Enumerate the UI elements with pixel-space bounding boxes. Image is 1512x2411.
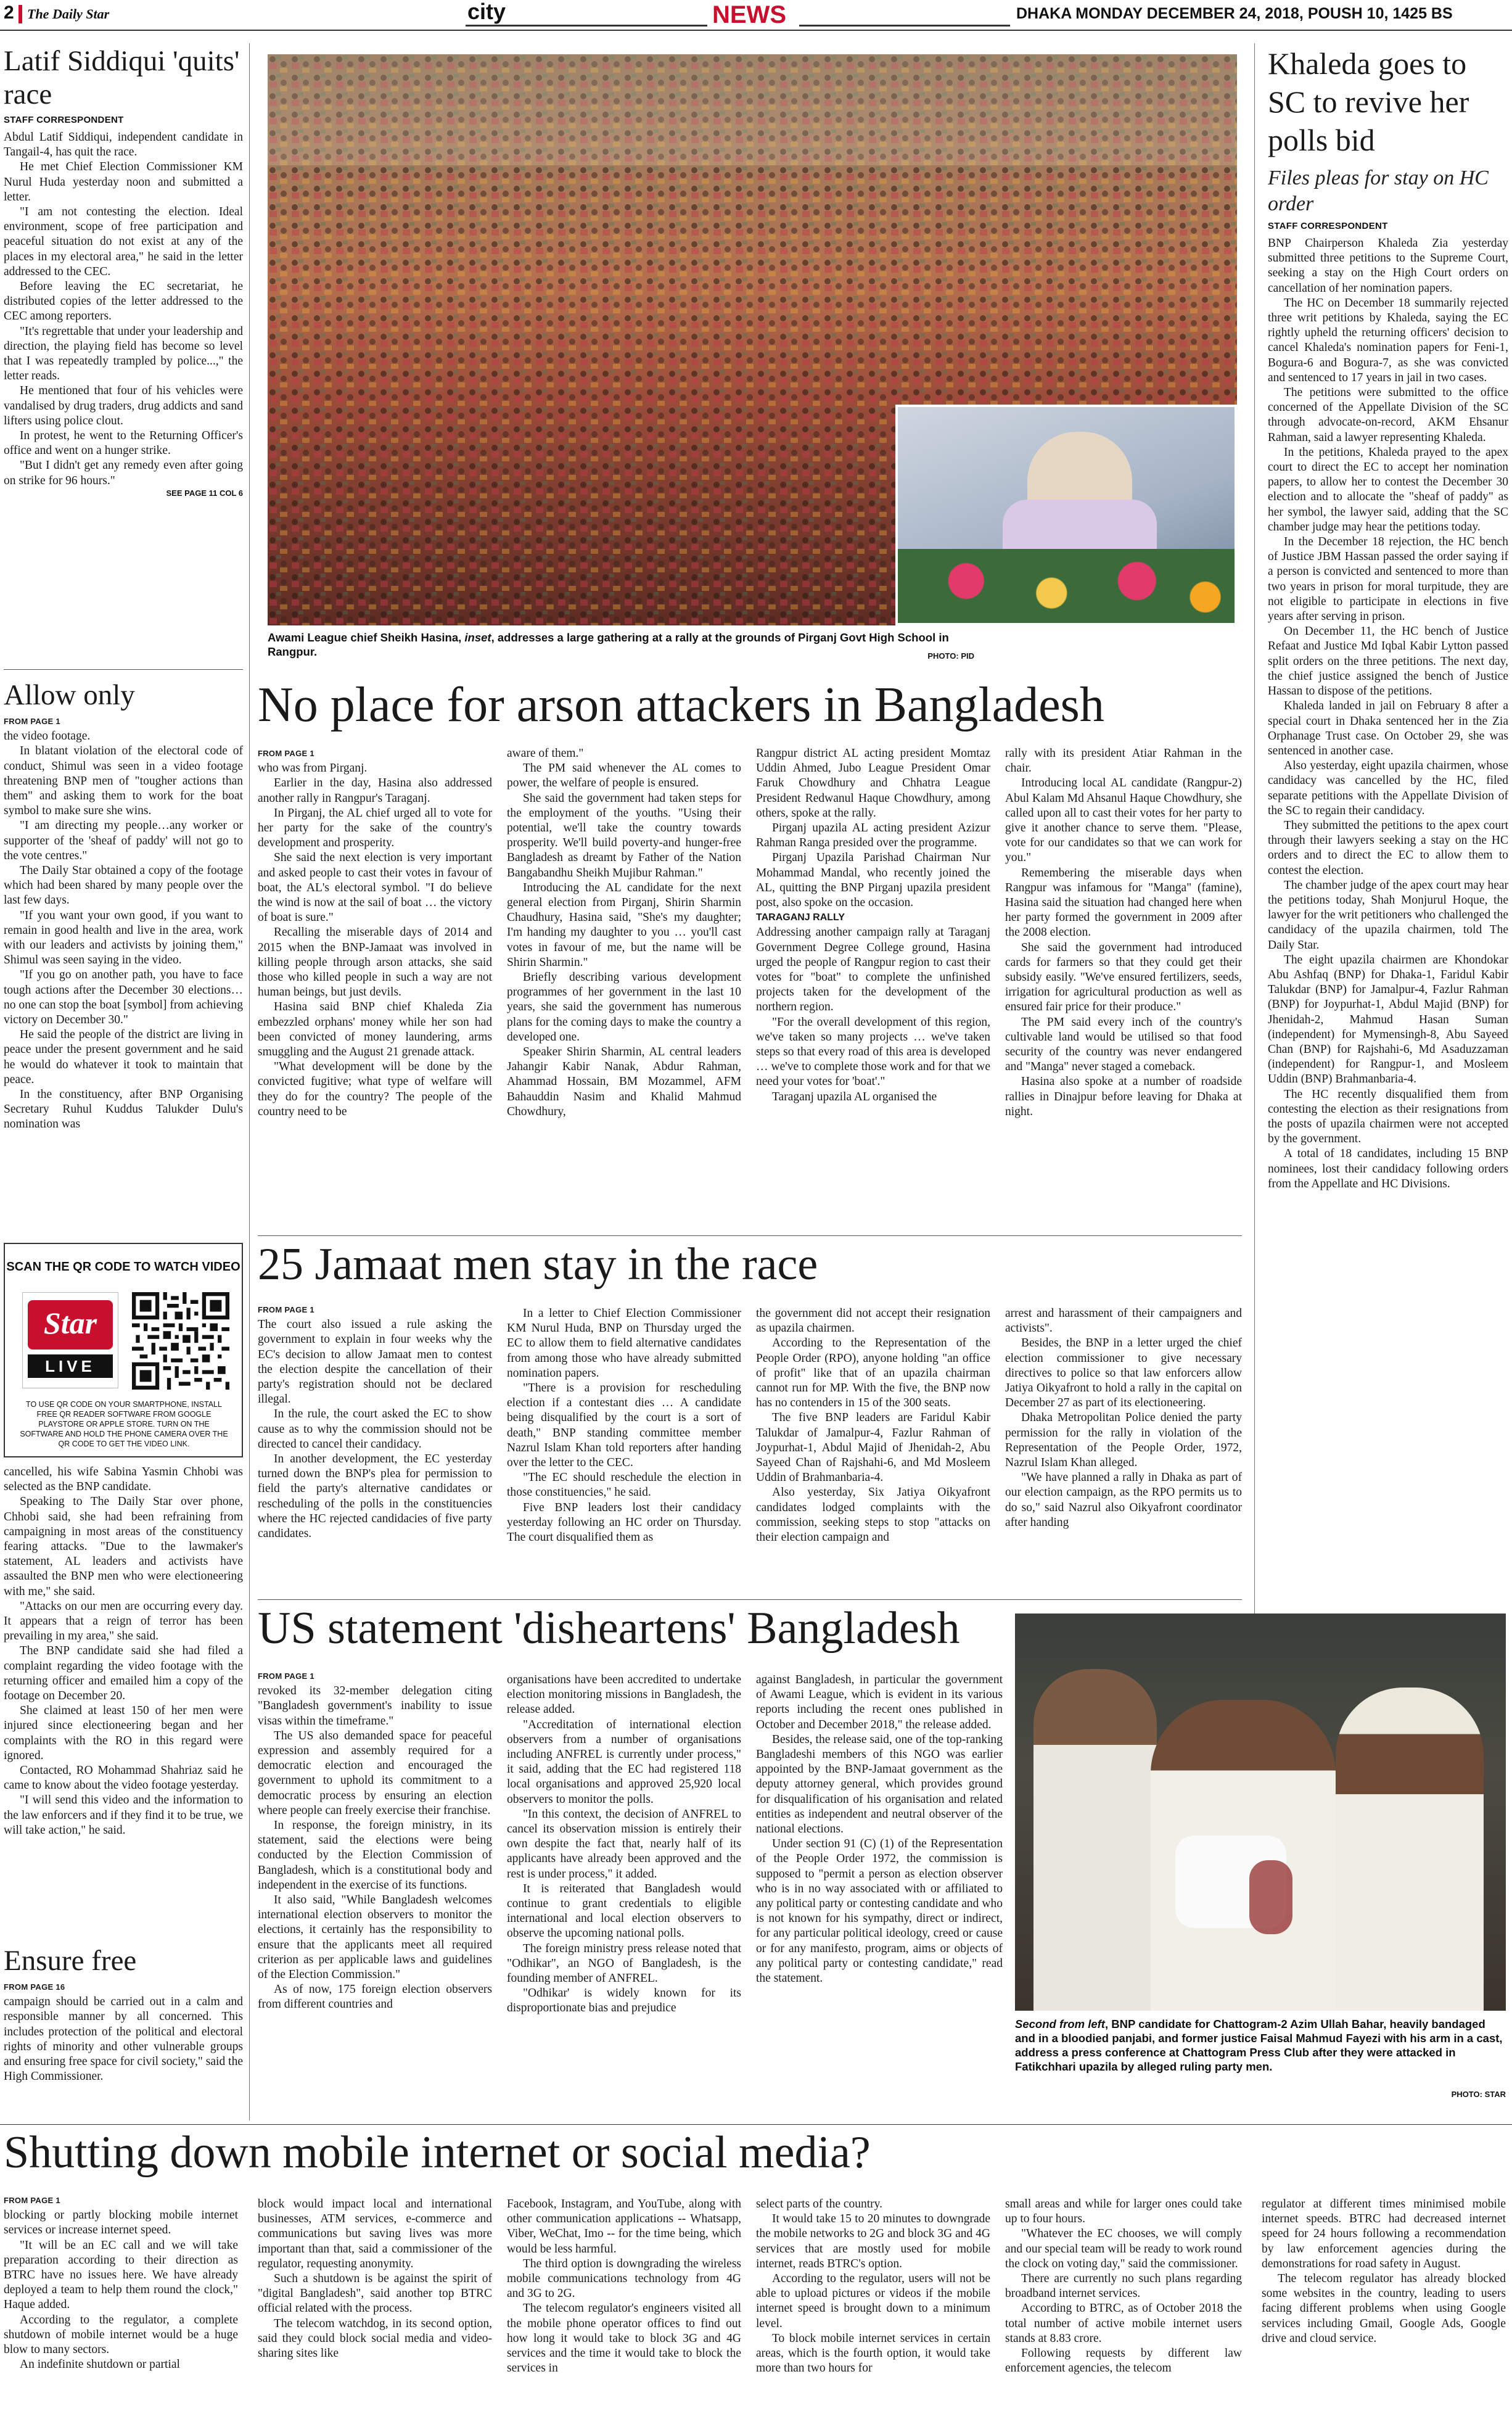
khaleda-headline: Khaleda goes to SC to revive her polls bid — [1268, 46, 1469, 157]
us-col-1 — [258, 1669, 492, 2013]
paragraph: select parts of the country. — [756, 2198, 883, 2211]
paragraph: Pirganj upazila AL acting president Azizur Rahman Ranga presided over the programme. — [756, 822, 990, 850]
paragraph: Such a shutdown is be against the spirit of "digital Bangladesh", said another top BTRC official related with the process. — [258, 2272, 492, 2315]
section-label: city — [467, 0, 506, 24]
arson-col-4 — [1005, 746, 1242, 1119]
star-logo-text: Star — [43, 1306, 97, 1340]
jamaat-col-4 — [1005, 1306, 1242, 1530]
ensure-body — [4, 1980, 243, 2084]
paragraph: the government did not accept their resignation as upazila chairmen. — [756, 1307, 990, 1335]
from-page: FROM PAGE 1 — [258, 749, 314, 758]
page-number: 2 — [4, 2, 14, 23]
divider — [258, 1235, 1242, 1236]
paragraph: A total of 18 candidates, including 15 BNP nominees, lost their candidacy following orders from the Appellate and HC Divisions. — [1268, 1147, 1508, 1190]
paragraph: Hasina also spoke at a number of roadside rallies in Dinajpur before leaving for Dhaka at night. — [1005, 1075, 1242, 1118]
khaleda-body — [1268, 236, 1508, 1192]
latif-continued: SEE PAGE 11 COL 6 — [166, 488, 243, 498]
live-logo-box — [28, 1354, 113, 1378]
arson-col-1 — [258, 746, 492, 1119]
hasina-inset-photo — [895, 405, 1237, 625]
paragraph: To block mobile internet services in certain areas, which is the fourth option, it would take more than two hours for — [756, 2331, 990, 2375]
paragraph: Introducing the AL candidate for the next general election from Pirganj, Shirin Sharmin Chaudhury, Hasina said, "She's my daughter; I'm handing my daughter to you … you'll cast votes in favour of me, but the name will be Shirin Sharmin." — [507, 881, 741, 969]
jamaat-col-1 — [258, 1303, 492, 1541]
paragraph: Briefly describing various development programmes of her government in the last 10 years, she said the government has numerous plans for the coming days to make the country a developed one. — [507, 971, 741, 1044]
man-left — [1033, 1669, 1157, 2011]
dateline: DHAKA MONDAY DECEMBER 24, 2018, POUSH 10, 1425 BS — [1016, 5, 1453, 22]
divider — [4, 669, 243, 670]
paragraph: As of now, 175 foreign election observers from different countries and — [258, 1983, 492, 2011]
paragraph: She said the next election is very important and asked people to cast their votes in favour of boat, the AL's electoral symbol. "I do believe the wind is now at the sail of boat … the victory of boat is sure." — [258, 851, 492, 925]
paragraph: Introducing local AL candidate (Rangpur-2) Abul Kalam Md Ahsanul Haque Chowdhury, she called upon all to cast their votes for her party to give it another chance to serve them. "Please, vote for our candidates so that we can work for you." — [1005, 777, 1242, 865]
paragraph: cancelled, his wife Sabina Yasmin Chhobi was selected as the BNP candidate. — [4, 1465, 243, 1494]
star-live-logo — [22, 1292, 118, 1388]
paragraph: The five BNP leaders are Faridul Kabir Talukdar of Jamalpur-4, Fazlur Rahman of Joypurhat-1, Abdul Majid of Jhenidah-2, Abu Sayeed Chan of Rajshahi-6, and Md Mosleem Uddin of Brahmanbaria-4. — [756, 1411, 990, 1485]
paragraph: In response, the foreign ministry, in its statement, said the elections were being conducted by the Election Commission of Bangladesh, which is a constitutional body and independent in the exercise of its functions. — [258, 1819, 492, 1892]
paragraph: Pirganj Upazila Parishad Chairman Nur Mohammad Mandal, who recently joined the AL, quitting the BNP Pirganj upazila president post, also spoke on the occasion. — [756, 851, 990, 910]
paragraph: "It's regrettable that under your leadership and direction, the playing field has become so level that I was repeatedly trampled by police...," the letter reads. — [4, 324, 243, 383]
shutdown-col-5 — [1005, 2197, 1242, 2376]
from-page: FROM PAGE 1 — [4, 2196, 60, 2205]
jamaat-headline: 25 Jamaat men stay in the race — [258, 1239, 818, 1290]
paragraph: rally with its president Atiar Rahman in the chair. — [1005, 747, 1242, 775]
paragraph: It also said, "While Bangladesh welcomes international election observers to monitor the elections, it certainly has the responsibility to ensure that the applicants meet all required criterion as per applicable laws and guidelines of the Election Commission." — [258, 1894, 492, 1982]
paragraph: "If you want your own good, if you want to remain in good health and live in the area, work with our leaders and activists by joining them," Shimul was seen saying in the video. — [4, 909, 243, 967]
paragraph: On December 11, the HC bench of Justice Refaat and Justice Md Iqbal Kabir Lytton passed split orders on the three petitions. The next day, the chief justice assigned the bench of Justice Hassan to dispose of the petitions. — [1268, 625, 1508, 698]
paragraph: Hasina said BNP chief Khaleda Zia embezzled orphans' money while her son had been convicted of money laundering, arms smuggling and the August 21 grenade attack. — [258, 1000, 492, 1059]
paragraph: "For the overall development of this region, we've taken so many projects … we've taken steps so that every road of this area is developed … we've to complete those work and for that we need your votes for 'boat'." — [756, 1015, 990, 1089]
divider — [258, 1599, 1242, 1600]
news-kicker: NEWS — [712, 1, 786, 28]
paragraph: Following requests by different law enforcement agencies, the telecom — [1005, 2347, 1242, 2375]
paragraph: The telecom watchdog, in its second option, said they could block social media and video-sharing sites like — [258, 2317, 492, 2360]
paragraph: In a letter to Chief Election Commissioner KM Nurul Huda, BNP on Thursday urged the EC to allow them to field alternative candidates from among those who have already submitted nomination papers. — [507, 1307, 741, 1380]
paragraph: She claimed at least 150 of her men were injured since electioneering began and her complaints with the RO in this regard were ignored. — [4, 1704, 243, 1762]
paragraph: They submitted the petitions to the apex court through their lawyers seeking a stay on the HC orders and to direct the EC to allow them to contest the election. — [1268, 818, 1508, 877]
section-rule-left — [466, 25, 707, 27]
paragraph: "It will be an EC call and we will take preparation according to their direction as BTRC have no issues here. We have already deployed a team to help them round the clock," Haque added. — [4, 2238, 238, 2312]
paragraph: In another development, the EC yesterday turned down the BNP's plea for permission to field the party's alternative candidates or rescheduling of the polls in the constituencies where the HC rejected candidacies of five party candidates. — [258, 1453, 492, 1541]
paragraph: Remembering the miserable days when Rangpur was infamous for "Manga" (famine), Hasina said the situation had changed here when her party formed the government in 2009 after the 2008 election. — [1005, 866, 1242, 939]
us-headline: US statement 'disheartens' Bangladesh — [258, 1603, 960, 1654]
paragraph: Also yesterday, eight upazila chairmen, whose candidacy was cancelled by the HC, filed separate petitions with the Appellate Division of the SC to regain their candidacy. — [1268, 759, 1508, 817]
from-page: FROM PAGE 1 — [4, 717, 60, 726]
paragraph: It is reiterated that Bangladesh would continue to grant credentials to eligible international and local election observers to observe the upcoming national polls. — [507, 1882, 741, 1940]
ensure-headline: Ensure free — [4, 1945, 137, 1977]
blood-stain — [1249, 1860, 1292, 1934]
paragraph: "Odhikar' is widely known for its disproportionate bias and prejudice — [507, 1987, 741, 2015]
caption-text: Awami League chief Sheikh Hasina, — [268, 631, 465, 644]
column-divider — [249, 43, 250, 2120]
paragraph: Addressing another campaign rally at Taraganj Government Degree College ground, Hasina urged the people of Rangpur region to cast their votes for "boat" to complete the unfinished projects taken for the development of the northern region. — [756, 926, 990, 1014]
shutdown-headline: Shutting down mobile internet or social media? — [4, 2127, 871, 2178]
paragraph: The eight upazila chairmen are Khondokar Abu Ashfaq (BNP) for Dhaka-1, Faridul Kabir Talukdar (BNP) for Jamalpur-4, Fazlur Rahman (BNP) for Joypurhat-1, Abdul Majid (BNP) for Jhenidah-2, Mahmud Hasan Suman (independent) for Mymensingh-8, Abu Sayeed Chan (BNP) for Rajshahi-6, Md Asaduzzaman (independent) for Rangpur-1, and Mosleem Uddin (BNP) Brahmanbaria-4. — [1268, 953, 1508, 1086]
paper-name: The Daily Star — [27, 6, 110, 22]
paragraph: He said the people of the district are living in peace under the present government and he said he would do whatever it took to maintain that peace. — [4, 1028, 243, 1086]
paragraph: "If you go on another path, you have to face tough actions after the December 30 elections… no one can stop the boat [symbol] from achieving victory on December 30." — [4, 968, 243, 1027]
shutdown-col-2 — [258, 2197, 492, 2361]
paragraph: Contacted, RO Mohammad Shahriaz said he came to know about the video footage yesterday. — [4, 1764, 243, 1792]
caption-text-rest: , addresses a large gathering at a rally at the grounds of Pirganj Govt High School in Rangpur. — [268, 631, 949, 658]
paragraph: Facebook, Instagram, and YouTube, along with other communication applications -- Whatsapp, Viber, WeChat, Imo -- for the time being, which would be less harmful. — [507, 2198, 741, 2256]
paragraph: In the petitions, Khaleda prayed to the apex court to direct the EC to accept her nomination papers, to allow her to contest the December 30 election and to allocate the "sheaf of paddy" as her symbol, the lawyer said, adding that the SC chamber judge may hear the petitions today. — [1268, 445, 1508, 534]
paragraph: Also yesterday, Six Jatiya Oikyafront candidates lodged complaints with the commission, seeking steps to stop "attacks on their election campaign and — [756, 1486, 990, 1544]
qr-box — [4, 1243, 243, 1457]
paragraph: "Accreditation of international election observers from a number of organisations including ANFREL is currently under process," it said, adding that the EC had registered 118 local organisations and approved 25,920 local observers to monitor the polls. — [507, 1718, 741, 1806]
arson-col-3 — [756, 746, 990, 1105]
paragraph: The PM said every inch of the country's cultivable land would be utilised so that food security of the country was never endangered and "Manga" never staged a comeback. — [1005, 1015, 1242, 1074]
paragraph: revoked its 32-member delegation citing "Bangladesh government's inability to issue visas within the timeframe." — [258, 1684, 492, 1728]
paragraph: "Whatever the EC chooses, we will comply and our special team will be ready to work round the clock on voting day," said the commissioner. — [1005, 2227, 1242, 2270]
qr-title: SCAN THE QR CODE TO WATCH VIDEO — [6, 1260, 240, 1274]
paragraph: There are currently no such plans regarding broadband internet services. — [1005, 2272, 1242, 2301]
shutdown-col-3 — [507, 2197, 741, 2376]
paragraph: regulator at different times minimised mobile internet speeds. BTRC had decreased internet speed for 24 hours following a recommendation by law enforcement agencies during the demonstrations for road safety in August. — [1262, 2198, 1506, 2270]
live-logo-text: LIVE — [45, 1357, 96, 1375]
paragraph: According to BTRC, as of October 2018 the total number of active mobile internet users stands at 8.83 crore. — [1005, 2302, 1242, 2345]
paragraph: block would impact local and international businesses, ATM services, e-commerce and communications but saving lives was more important than that, said a commissioner of the regulator, requesting anonymity. — [258, 2198, 492, 2270]
paragraph: The foreign ministry press release noted that "Odhikar", an NGO of Bangladesh, is the founding member of ANFREL. — [507, 1942, 741, 1985]
allow-headline: Allow only — [4, 679, 135, 711]
paragraph: blocking or partly blocking mobile internet services or increase internet speed. — [4, 2209, 238, 2237]
masthead — [0, 0, 1512, 31]
allow-body-top — [4, 714, 243, 1132]
paragraph: He met Chief Election Commissioner KM Nurul Huda yesterday noon and submitted a letter. — [4, 160, 243, 204]
paragraph: the video footage. — [4, 730, 91, 743]
section-rule-right — [799, 25, 1010, 27]
paragraph: "But I didn't get any remedy even after going on strike for 96 hours." — [4, 459, 243, 487]
paragraph: Abdul Latif Siddiqui, independent candidate in Tangail-4, has quit the race. — [4, 131, 243, 159]
paragraph: In the December 18 rejection, the HC bench of Justice JBM Hassan passed the order saying if a person is convicted and sentenced to more than two years in prison for moral turpitude, they are not eligible to participate in elections in five years after serving in prison. — [1268, 535, 1508, 624]
paragraph: She said the government had introduced cards for farmers so that they could get their subsidy easily. "We've ensured fertilizers, seeds, irrigation for agricultural production as well as ensured fair price for their produce." — [1005, 941, 1242, 1014]
paragraph: Besides, the release said, one of the top-ranking Bangladeshi members of this NGO was earlier appointed by the BNP-Jamaat government as the deputy attorney general, which provides ground for disqualification of his organisation and related entities as independent and neutral observer of the national elections. — [756, 1733, 1003, 1836]
paragraph: "There is a provision for rescheduling election if a contestant dies … A candidate being disqualified by the court is a sort of death," BNP standing committee member Nazrul Islam Khan told reporters after handing over the letter to the CEC. — [507, 1382, 741, 1470]
paragraph: Taraganj upazila AL organised the — [772, 1090, 937, 1103]
latif-story — [4, 44, 243, 498]
paragraph: In protest, he went to the Returning Officer's office and went on a hunger strike. — [4, 429, 243, 458]
paragraph: Under section 91 (C) (1) of the Representation of the People Order 1972, the commission is supposed to "permit a person as election observer who is in no way associated with or affiliated to any political party or contesting candidate and who is not known for his sympathy, direct or indirect, for any particular political ideology, creed or cause or for any manifesto, program, aims or objects of any political party or contesting candidate," read the statement. — [756, 1837, 1003, 1985]
caption-lead: Second from left — [1015, 2017, 1105, 2030]
paragraph: against Bangladesh, in particular the government of Awami League, which is evident in its various reports including the recent ones published in October and December 2018," the release added. — [756, 1673, 1003, 1731]
paragraph: The telecom regulator has already blocked some websites in the country, leading to users facing different problems when using Google services including Gmail, Google Ads, Google drive and cloud service. — [1262, 2272, 1506, 2345]
rally-photo — [268, 54, 1237, 625]
paragraph: The HC on December 18 summarily rejected three writ petitions by Khaleda, saying the EC rightly upheld the returning officers' decision to cancel Khaleda's nomination papers for Feni-1, Bogura-6 and Bogura-7, as she was convicted and sentenced to 17 years in jail in two cases. — [1268, 296, 1508, 384]
paragraph: Dhaka Metropolitan Police denied the party permission for the rally in violation of the Representation of the People Order, 1972, Nazrul Islam Khan alleged. — [1005, 1411, 1242, 1470]
khaleda-byline: STAFF CORRESPONDENT — [1268, 221, 1388, 231]
paragraph: According to the regulator, a complete shutdown of mobile internet would be a huge blow to many sectors. — [4, 2313, 238, 2357]
paragraph: "I will send this video and the information to the law enforcers and if they find it to be true, we will take action," he said. — [4, 1794, 243, 1837]
paragraph: "We have planned a rally in Dhaka as part of our election campaign, as the RPO permits us to do so," said Nazrul also Oikyafront coordinator after handing — [1005, 1471, 1242, 1529]
paragraph: She said the government had taken steps for the employment of the youths. "Using their potential, we'll take the country towards prosperity. We'll build poverty-and hunger-free Bangladesh as dreamt by Father of the Nation Bangabandhu Sheikh Mujibur Rahman." — [507, 791, 741, 880]
paragraph: Khaleda landed in jail on February 8 after a special court in Dhaka sentenced her in the Zia Orphanage Trust case. On October 29, she was sentenced in another case. — [1268, 699, 1508, 757]
paragraph: Speaker Shirin Sharmin, AL central leaders Jahangir Kabir Nanak, Abdur Rahman, Ahammad Hossain, BM Mozammel, AFM Bahauddin Nasim and Khalid Mahmud Chowdhury, — [507, 1045, 741, 1118]
jamaat-col-3 — [756, 1306, 990, 1545]
rally-photo-credit: PHOTO: PID — [927, 651, 974, 661]
star-logo-box — [28, 1300, 113, 1350]
paragraph: aware of them." — [507, 747, 584, 760]
paragraph: In Pirganj, the AL chief urged all to vote for her party for the sake of the country's development and prosperity. — [258, 806, 492, 850]
paragraph: The court also issued a rule asking the government to explain in four weeks why the EC's decision to allow Jamaat men to contest the election despite the cancellation of their party's registration should not be declared illegal. — [258, 1318, 492, 1406]
page-number-bar — [18, 5, 22, 23]
paragraph: The HC recently disqualified them from contesting the election as their resignations from the posts of upazila chairmen were not accepted by the government. — [1268, 1087, 1508, 1146]
paragraph: The third option is downgrading the wireless mobile communications technology from 4G and 3G to 2G. — [507, 2257, 741, 2301]
paragraph: According to the Representation of the People Order (RPO), anyone holding "an office of profit" like that of an upazila chairman cannot run for MP. With the five, the BNP now has no contenders in 15 of the 300 seats. — [756, 1337, 990, 1410]
from-page: FROM PAGE 1 — [258, 1305, 314, 1314]
paragraph: "The EC should reschedule the election in those constituencies," he said. — [507, 1471, 741, 1499]
paragraph: Recalling the miserable days of 2014 and 2015 when the BNP-Jamaat was involved in killing people through arson attacks, she said those who killed people in such a way are not human beings, but just devils. — [258, 926, 492, 999]
masthead-rule — [0, 30, 1512, 31]
paragraph: Five BNP leaders lost their candidacy yesterday following an HC order on Thursday. The court disqualified them as — [507, 1501, 741, 1544]
caption-text: , BNP candidate for Chattogram-2 Azim Ullah Bahar, heavily bandaged and in a bloodied panjabi, and former justice Faisal Mahmud Fayezi with his arm in a cast, address a press conference at Chattogram Press Club after they were attacked in Fatikchhari upazila by alleged ruling party men. — [1015, 2017, 1503, 2073]
paragraph: The petitions were submitted to the office concerned of the Appellate Division of the SC through advocate-on-record, AKM Ehsanur Rahman, said a lawyer representing Khaleda. — [1268, 386, 1508, 444]
qr-instructions: TO USE QR CODE ON YOUR SMARTPHONE, INSTALL FREE QR READER SOFTWARE FROM GOOGLE PLAYSTORE OR APPLE STORE. TURN ON THE SOFTWARE AND HOLD THE PHONE CAMERA OVER THE QR CODE TO GET THE VIDEO LINK. — [20, 1400, 228, 1448]
paragraph: Speaking to The Daily Star over phone, Chhobi said, she had been refraining from campaigning in most areas of the constituency fearing attacks. "Due to the lawmaker's statement, AL leaders and activists have assaulted the BNP men who were electioneering with me," she said. — [4, 1495, 243, 1598]
shutdown-col-1 — [4, 2193, 238, 2372]
shutdown-col-4 — [756, 2197, 990, 2376]
latif-byline: STAFF CORRESPONDENT — [4, 115, 124, 125]
paragraph: organisations have been accredited to undertake election monitoring missions in Bangladesh, the release added. — [507, 1673, 741, 1717]
arson-col-2 — [507, 746, 741, 1119]
arson-headline: No place for arson attackers in Bangladesh — [258, 678, 1104, 732]
paragraph: "I am directing my people…any worker or supporter of the 'sheaf of paddy' will not go to the vote centres." — [4, 819, 243, 862]
press-club-credit: PHOTO: STAR — [1451, 2090, 1506, 2099]
khaleda-story — [1268, 44, 1508, 1192]
paragraph: The PM said whenever the AL comes to power, the welfare of people is ensured. — [507, 762, 741, 790]
paragraph: "I am not contesting the election. Ideal environment, scope of free participation and peaceful situation do not exist at any of the places in my electoral area," he said in the letter addressed to the CEC. — [4, 205, 243, 278]
paragraph: According to the regulator, users will not be able to upload pictures or videos if the mobile internet speed is brought down to a minimum level. — [756, 2272, 990, 2330]
paragraph: who was from Pirganj. — [258, 762, 368, 775]
khaleda-subhead: Files pleas for stay on HC order — [1268, 167, 1489, 215]
paragraph: Before leaving the EC secretariat, he distributed copies of the letter addressed to the CEC among reporters. — [4, 280, 243, 323]
us-col-2 — [507, 1673, 741, 2016]
latif-headline: Latif Siddiqui 'quits' race — [4, 45, 240, 110]
podium-flowers — [898, 549, 1237, 625]
ensure-story — [4, 1944, 243, 2084]
paragraph: The BNP candidate said she had filed a complaint regarding the video footage with the returning officer and emailed him a copy of the footage on December 20. — [4, 1644, 243, 1703]
paragraph: It would take 15 to 20 minutes to downgrade the mobile networks to 2G and block 3G and 4G services that are mostly used for mobile internet, reads BTRC's option. — [756, 2212, 990, 2270]
subhead-taraganj: TARAGANJ RALLY — [756, 912, 845, 923]
from-page: FROM PAGE 16 — [4, 1982, 65, 1992]
paragraph: In the constituency, after BNP Organising Secretary Ruhul Kuddus Talukder Dulu's nomination was — [4, 1088, 243, 1131]
allow-story-top — [4, 678, 243, 1132]
paragraph: campaign should be carried out in a calm and responsible manner by all concerned. This includes protection of the political and electoral rights of minority and other vulnerable groups and ensuring free space for civil society," said the High Commissioner. — [4, 1995, 243, 2083]
allow-story-bottom — [4, 1465, 243, 1838]
from-page: FROM PAGE 1 — [258, 1671, 314, 1681]
paragraph: "Attacks on our men are occurring every day. It appears that a reign of terror has been prevailing in my area," she said. — [4, 1599, 243, 1643]
column-divider — [1254, 43, 1255, 1615]
paragraph: "In this context, the decision of ANFREL to cancel its observation mission is entirely their own despite the fact that, nearly half of its applicants have already been approved and the rest is under process," it added. — [507, 1807, 741, 1881]
allow-body-bottom — [4, 1465, 243, 1838]
paragraph: In blatant violation of the electoral code of conduct, Shimul was seen in a video footage threatening BNP men of "tougher actions than them" and asking them to work for the boat symbol to make sure she wins. — [4, 744, 243, 818]
paragraph: The telecom regulator's engineers visited all the mobile phone operator offices to find out how long it would take to block 3G and 4G services and the time it would take to block the services in — [507, 2302, 741, 2375]
press-club-caption — [1015, 2017, 1506, 2074]
paragraph: "What development will be done by the convicted fugitive; what type of welfare will they do for the country? The people of the country need to be — [258, 1060, 492, 1118]
man-right — [1336, 1688, 1484, 2011]
jamaat-col-2 — [507, 1306, 741, 1545]
paragraph: BNP Chairperson Khaleda Zia yesterday submitted three petitions to the Supreme Court, seeking a stay on the High Court orders on cancellation of her nomination papers. — [1268, 237, 1508, 295]
caption-inset-word: inset — [464, 631, 491, 644]
latif-body — [4, 130, 243, 488]
paragraph: Rangpur district AL acting president Momtaz Uddin Ahmed, Jubo League President Omar Faruk Chowdhury and Chhatra League President Redwanul Haque Chowdhury, among others, spoke at the rally. — [756, 747, 990, 820]
paragraph: Besides, the BNP in a letter urged the chief election commissioner to give necessary directives to police so that law enforcers allow Jatiya Oikyafront to hold a rally in the capital on December 27 as part of its electioneering. — [1005, 1337, 1242, 1410]
paragraph: An indefinite shutdown or partial — [20, 2358, 180, 2372]
paragraph: The US also demanded space for peaceful expression and assembly required for a democratic election and encouraged the government to uphold its commitment to a democratic process by ensuring an election where people can freely exercise their franchise. — [258, 1729, 492, 1817]
paragraph: He mentioned that four of his vehicles were vandalised by drug traders, drug addicts and sand lifters using police clout. — [4, 384, 243, 427]
press-club-photo — [1015, 1614, 1506, 2011]
paragraph: The chamber judge of the apex court may hear the petitions today, Shah Monjurul Hoque, the lawyer for the writ petitioners who challenged the candidacy of the upazila chairmen, told The Daily Star. — [1268, 878, 1508, 952]
paragraph: small areas and while for larger ones could take up to four hours. — [1005, 2198, 1242, 2226]
paragraph: In the rule, the court asked the EC to show cause as to why the commission should not be directed to cancel their candidacy. — [258, 1407, 492, 1451]
paragraph: The Daily Star obtained a copy of the footage which had been shared by many people over the last few days. — [4, 864, 243, 907]
shutdown-col-6 — [1262, 2197, 1506, 2346]
qr-code-icon[interactable] — [132, 1292, 229, 1390]
paragraph: arrest and harassment of their campaigners and activists". — [1005, 1307, 1242, 1335]
divider — [0, 2124, 1512, 2125]
us-col-3 — [756, 1673, 1003, 1986]
paragraph: Earlier in the day, Hasina also addressed another rally in Rangpur's Taraganj. — [258, 777, 492, 805]
